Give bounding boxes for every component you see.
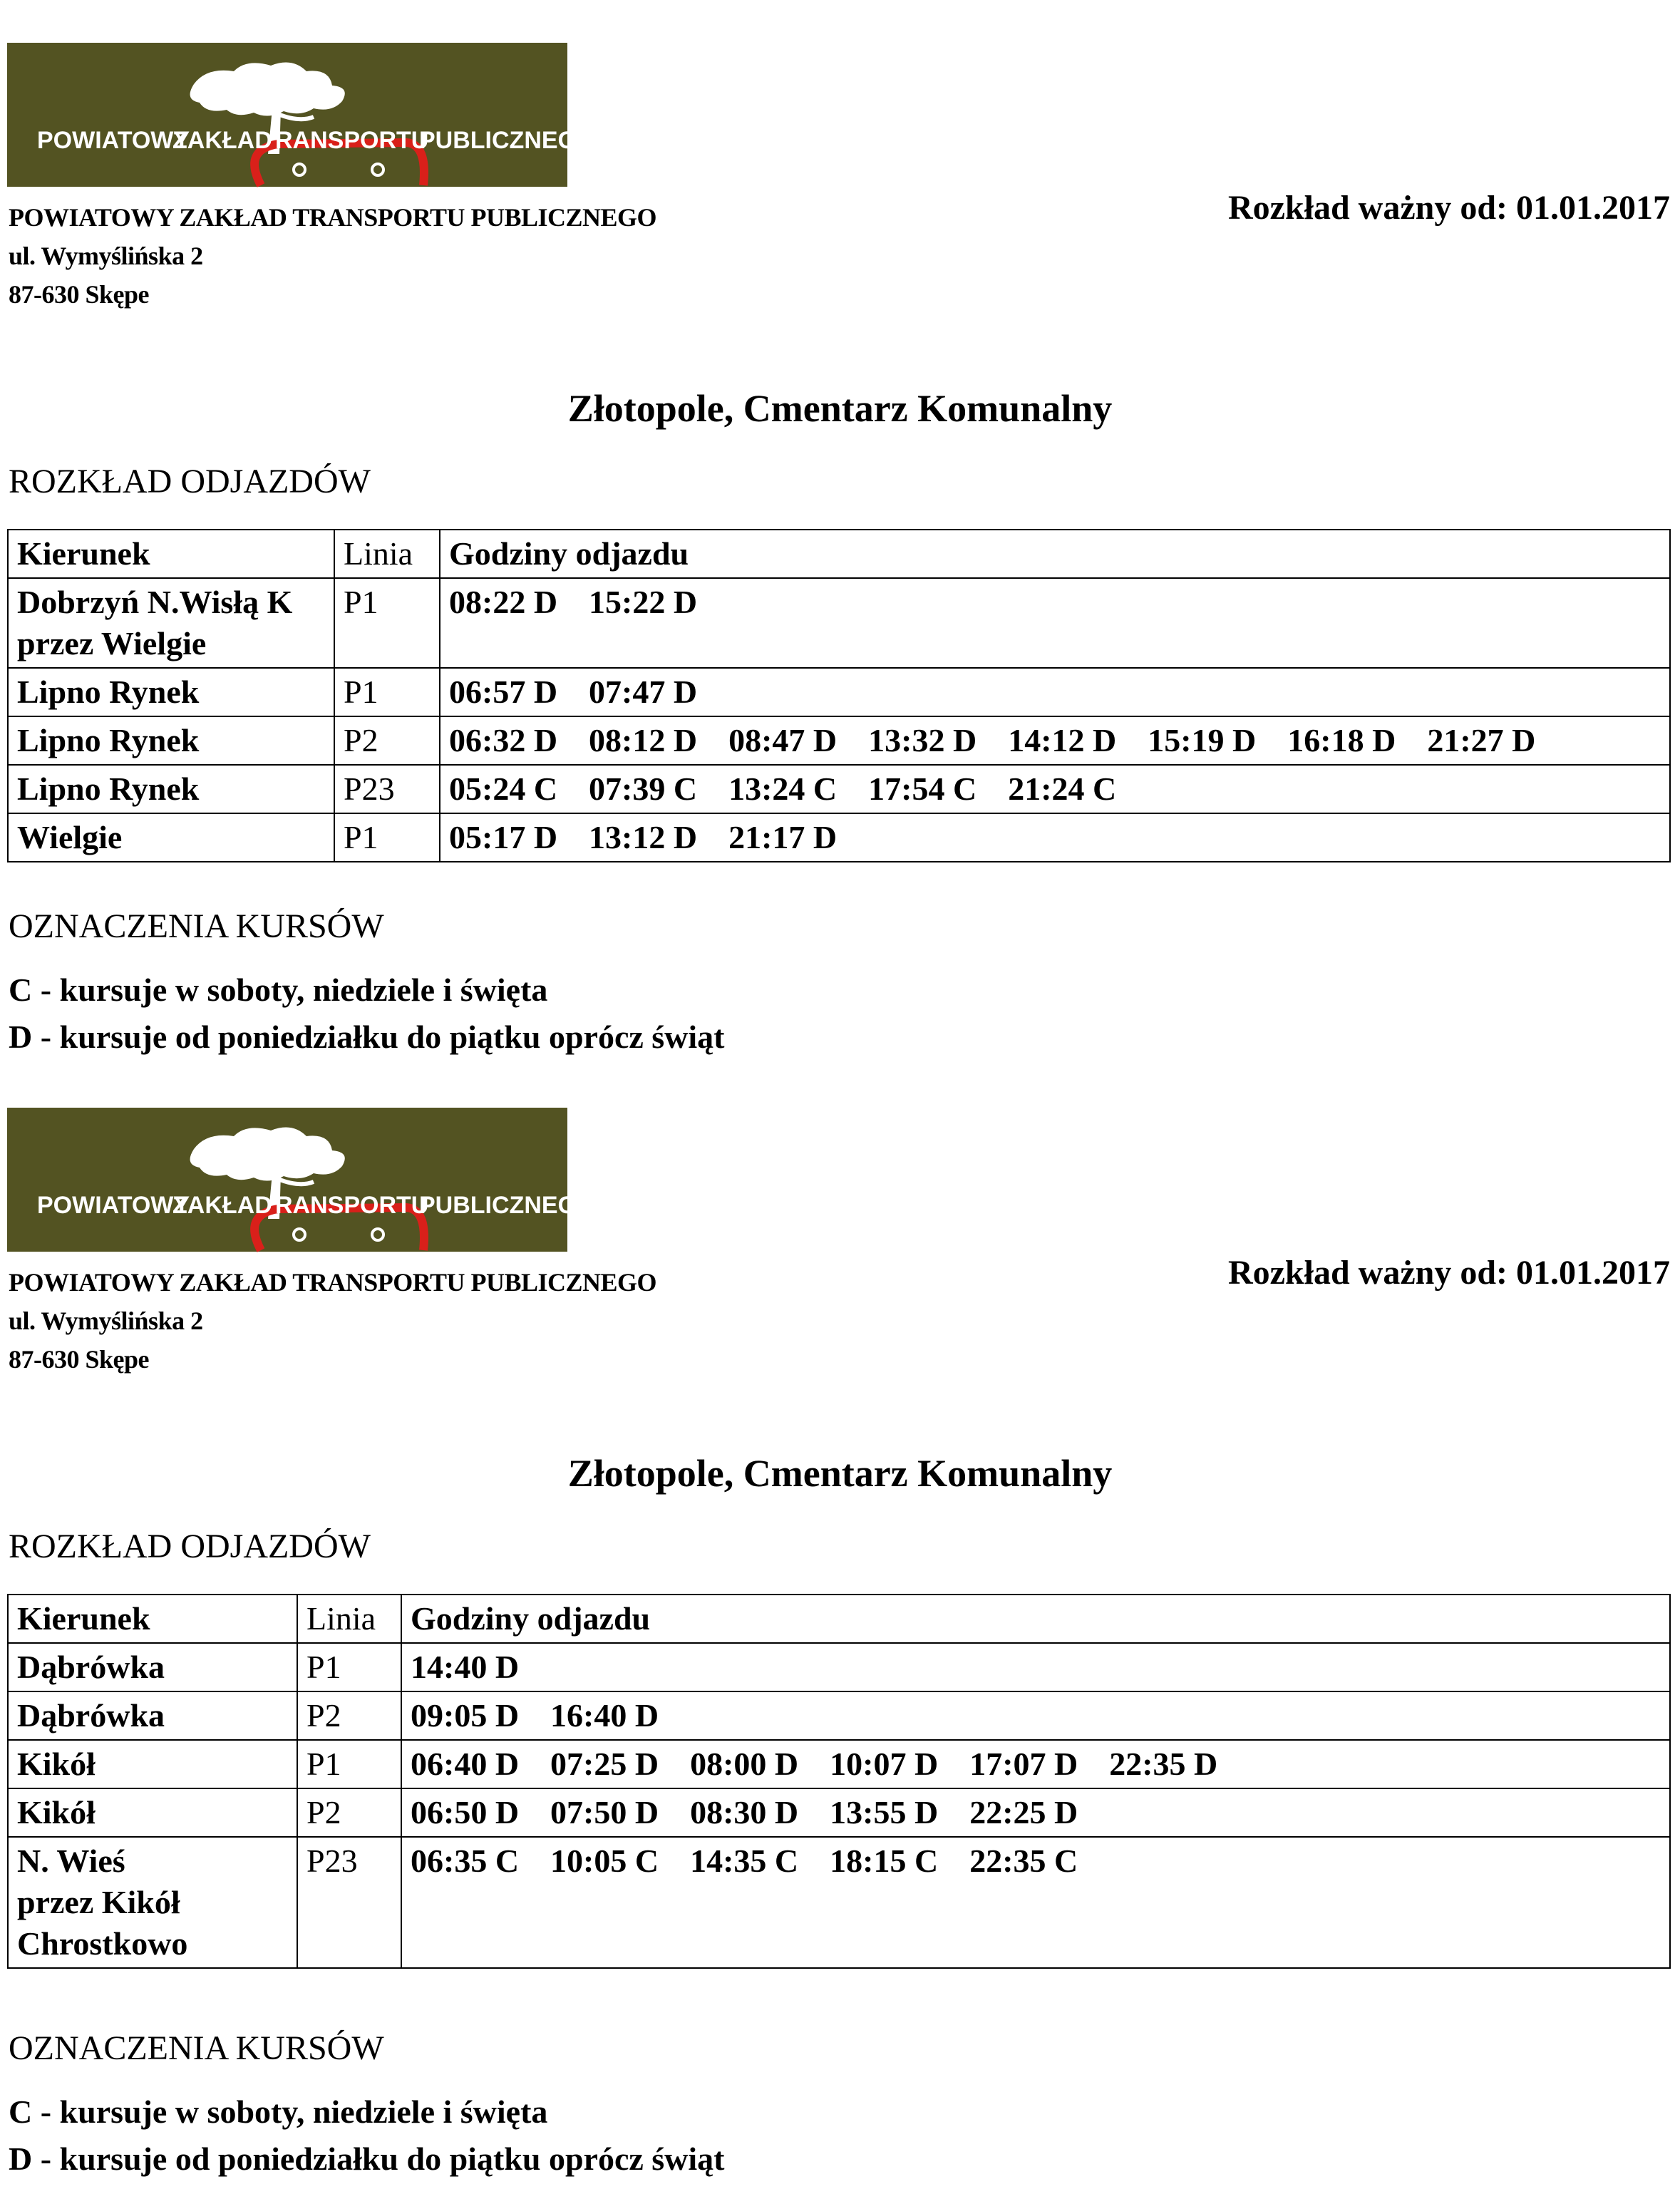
company-logo bbox=[7, 43, 596, 187]
departure-time: 06:40 D bbox=[411, 1746, 520, 1782]
kierunek-line: przez Wielgie bbox=[17, 625, 207, 661]
org-city: 87-630 Skępe bbox=[9, 280, 150, 309]
departure-time: 09:05 D bbox=[411, 1697, 520, 1734]
schedule-heading: ROZKŁAD ODJAZDÓW bbox=[9, 463, 371, 500]
cell-linia: P1 bbox=[297, 1740, 401, 1788]
departure-time: 16:40 D bbox=[550, 1697, 659, 1734]
cell-linia: P1 bbox=[334, 813, 440, 862]
departure-time: 22:35 C bbox=[969, 1843, 1078, 1879]
departure-time: 17:07 D bbox=[969, 1746, 1078, 1782]
cell-godziny bbox=[440, 813, 1670, 862]
departure-time: 21:17 D bbox=[728, 819, 838, 855]
timetable-section-2 bbox=[0, 1065, 1680, 2177]
org-city: 87-630 Skępe bbox=[9, 1345, 150, 1374]
header-kierunek: Kierunek bbox=[8, 530, 334, 578]
kierunek-line: Chrostkowo bbox=[17, 1925, 188, 1962]
departure-time: 13:32 D bbox=[868, 722, 977, 758]
org-address bbox=[9, 198, 656, 314]
tree-bus-logo-icon bbox=[7, 1108, 596, 1252]
departure-time: 22:35 D bbox=[1109, 1746, 1218, 1782]
table-row bbox=[8, 1740, 1670, 1788]
timetable-section-1 bbox=[0, 0, 1680, 1069]
cell-godziny bbox=[401, 1788, 1670, 1837]
departure-time: 13:55 D bbox=[830, 1794, 939, 1830]
cell-godziny bbox=[401, 1740, 1670, 1788]
kierunek-line: przez Kikół bbox=[17, 1884, 180, 1920]
departure-time: 07:25 D bbox=[550, 1746, 659, 1782]
departure-time: 15:19 D bbox=[1148, 722, 1257, 758]
cell-godziny bbox=[401, 1643, 1670, 1691]
table-row bbox=[8, 1788, 1670, 1837]
cell-godziny bbox=[440, 578, 1670, 668]
cell-godziny bbox=[401, 1837, 1670, 1968]
cell-kierunek bbox=[8, 668, 334, 716]
kierunek-line: Lipno Rynek bbox=[17, 771, 200, 807]
stop-name: Złotopole, Cmentarz Komunalny bbox=[567, 387, 1113, 430]
company-logo bbox=[7, 1108, 596, 1252]
valid-from: Rozkład ważny od: 01.01.2017 bbox=[1227, 1254, 1670, 1292]
cell-kierunek bbox=[8, 1788, 297, 1837]
kierunek-line: Kikół bbox=[17, 1746, 96, 1782]
table-row bbox=[8, 1837, 1670, 1968]
legend-title: OZNACZENIA KURSÓW bbox=[9, 907, 384, 945]
logo-word-4: PUBLICZNEGO bbox=[419, 127, 596, 154]
cell-kierunek bbox=[8, 813, 334, 862]
header-godziny: Godziny odjazdu bbox=[401, 1595, 1670, 1643]
departure-time: 08:00 D bbox=[690, 1746, 799, 1782]
cell-kierunek bbox=[8, 578, 334, 668]
departure-time: 05:17 D bbox=[449, 819, 558, 855]
logo-word-3: RANSPORTU bbox=[275, 1192, 429, 1219]
kierunek-line: Dobrzyń N.Wisłą K bbox=[17, 584, 293, 620]
cell-kierunek bbox=[8, 1691, 297, 1740]
departure-time: 14:35 C bbox=[690, 1843, 799, 1879]
legend-title: OZNACZENIA KURSÓW bbox=[9, 2029, 384, 2067]
logo-word-4: PUBLICZNEGO bbox=[419, 1192, 596, 1219]
departure-time: 06:32 D bbox=[449, 722, 558, 758]
table-header-row bbox=[8, 530, 1670, 578]
cell-linia: P1 bbox=[297, 1643, 401, 1691]
cell-kierunek bbox=[8, 1740, 297, 1788]
departure-time: 15:22 D bbox=[589, 584, 698, 620]
valid-from: Rozkład ważny od: 01.01.2017 bbox=[1227, 189, 1670, 227]
schedule-heading: ROZKŁAD ODJAZDÓW bbox=[9, 1528, 371, 1565]
departure-time: 08:30 D bbox=[690, 1794, 799, 1830]
cell-linia: P2 bbox=[297, 1788, 401, 1837]
cell-kierunek bbox=[8, 716, 334, 765]
table-row bbox=[8, 668, 1670, 716]
org-name: POWIATOWY ZAKŁAD TRANSPORTU PUBLICZNEGO bbox=[9, 203, 657, 232]
cell-godziny bbox=[401, 1691, 1670, 1740]
logo-word-1: POWIATOWY bbox=[37, 127, 190, 154]
kierunek-line: Dąbrówka bbox=[17, 1697, 165, 1734]
departure-time: 16:18 D bbox=[1287, 722, 1396, 758]
legend-item-d: D - kursuje od poniedziałku do piątku oprócz świąt bbox=[9, 1019, 725, 1055]
table-row bbox=[8, 578, 1670, 668]
legend-item-c: C - kursuje w soboty, niedziele i święta bbox=[9, 972, 548, 1008]
org-street: ul. Wymyślińska 2 bbox=[9, 242, 203, 270]
logo-word-1: POWIATOWY bbox=[37, 1192, 190, 1219]
org-name: POWIATOWY ZAKŁAD TRANSPORTU PUBLICZNEGO bbox=[9, 1268, 657, 1297]
cell-kierunek bbox=[8, 765, 334, 813]
table-header-row bbox=[8, 1595, 1670, 1643]
departure-time: 13:12 D bbox=[589, 819, 698, 855]
table-row bbox=[8, 765, 1670, 813]
departure-time: 08:22 D bbox=[449, 584, 558, 620]
cell-godziny bbox=[440, 765, 1670, 813]
departure-time: 07:39 C bbox=[589, 771, 698, 807]
departure-time: 06:35 C bbox=[411, 1843, 520, 1879]
departure-time: 21:24 C bbox=[1008, 771, 1117, 807]
cell-linia: P1 bbox=[334, 578, 440, 668]
departures-table bbox=[7, 1594, 1671, 1969]
cell-linia: P1 bbox=[334, 668, 440, 716]
legend-item-d: D - kursuje od poniedziałku do piątku oprócz świąt bbox=[9, 2141, 725, 2177]
table-row bbox=[8, 813, 1670, 862]
kierunek-line: Wielgie bbox=[17, 819, 123, 855]
kierunek-line: N. Wieś bbox=[17, 1843, 125, 1879]
departure-time: 13:24 C bbox=[728, 771, 838, 807]
departure-time: 07:47 D bbox=[589, 674, 698, 710]
legend-lines bbox=[9, 967, 725, 1061]
kierunek-line: Kikół bbox=[17, 1794, 96, 1830]
departure-time: 10:07 D bbox=[830, 1746, 939, 1782]
logo-word-2: ZAKŁAD bbox=[172, 1192, 272, 1219]
departure-time: 22:25 D bbox=[969, 1794, 1078, 1830]
departure-time: 14:40 D bbox=[411, 1649, 520, 1685]
departure-time: 21:27 D bbox=[1427, 722, 1536, 758]
tree-bus-logo-icon bbox=[7, 43, 596, 187]
kierunek-line: Dąbrówka bbox=[17, 1649, 165, 1685]
departure-time: 05:24 C bbox=[449, 771, 558, 807]
cell-kierunek bbox=[8, 1837, 297, 1968]
cell-kierunek bbox=[8, 1643, 297, 1691]
header-linia: Linia bbox=[334, 530, 440, 578]
kierunek-line: Lipno Rynek bbox=[17, 722, 200, 758]
cell-linia: P2 bbox=[297, 1691, 401, 1740]
cell-godziny bbox=[440, 668, 1670, 716]
departure-time: 18:15 C bbox=[830, 1843, 939, 1879]
org-street: ul. Wymyślińska 2 bbox=[9, 1307, 203, 1335]
table-row bbox=[8, 1691, 1670, 1740]
departure-time: 06:50 D bbox=[411, 1794, 520, 1830]
departure-time: 06:57 D bbox=[449, 674, 558, 710]
header-kierunek: Kierunek bbox=[8, 1595, 297, 1643]
departure-time: 08:12 D bbox=[589, 722, 698, 758]
org-address bbox=[9, 1263, 656, 1379]
table-row bbox=[8, 1643, 1670, 1691]
departure-time: 08:47 D bbox=[728, 722, 838, 758]
departure-time: 14:12 D bbox=[1008, 722, 1117, 758]
logo-word-3: RANSPORTU bbox=[275, 127, 429, 154]
departure-time: 10:05 C bbox=[550, 1843, 659, 1879]
departure-time: 17:54 C bbox=[868, 771, 977, 807]
logo-word-2: ZAKŁAD bbox=[172, 127, 272, 154]
legend-lines bbox=[9, 2088, 725, 2183]
header-godziny: Godziny odjazdu bbox=[440, 530, 1670, 578]
table-row bbox=[8, 716, 1670, 765]
header-linia: Linia bbox=[297, 1595, 401, 1643]
cell-linia: P23 bbox=[297, 1837, 401, 1968]
departure-time: 07:50 D bbox=[550, 1794, 659, 1830]
legend-item-c: C - kursuje w soboty, niedziele i święta bbox=[9, 2093, 548, 2130]
cell-linia: P23 bbox=[334, 765, 440, 813]
departures-table bbox=[7, 529, 1671, 862]
cell-godziny bbox=[440, 716, 1670, 765]
stop-name: Złotopole, Cmentarz Komunalny bbox=[567, 1452, 1113, 1495]
cell-linia: P2 bbox=[334, 716, 440, 765]
kierunek-line: Lipno Rynek bbox=[17, 674, 200, 710]
